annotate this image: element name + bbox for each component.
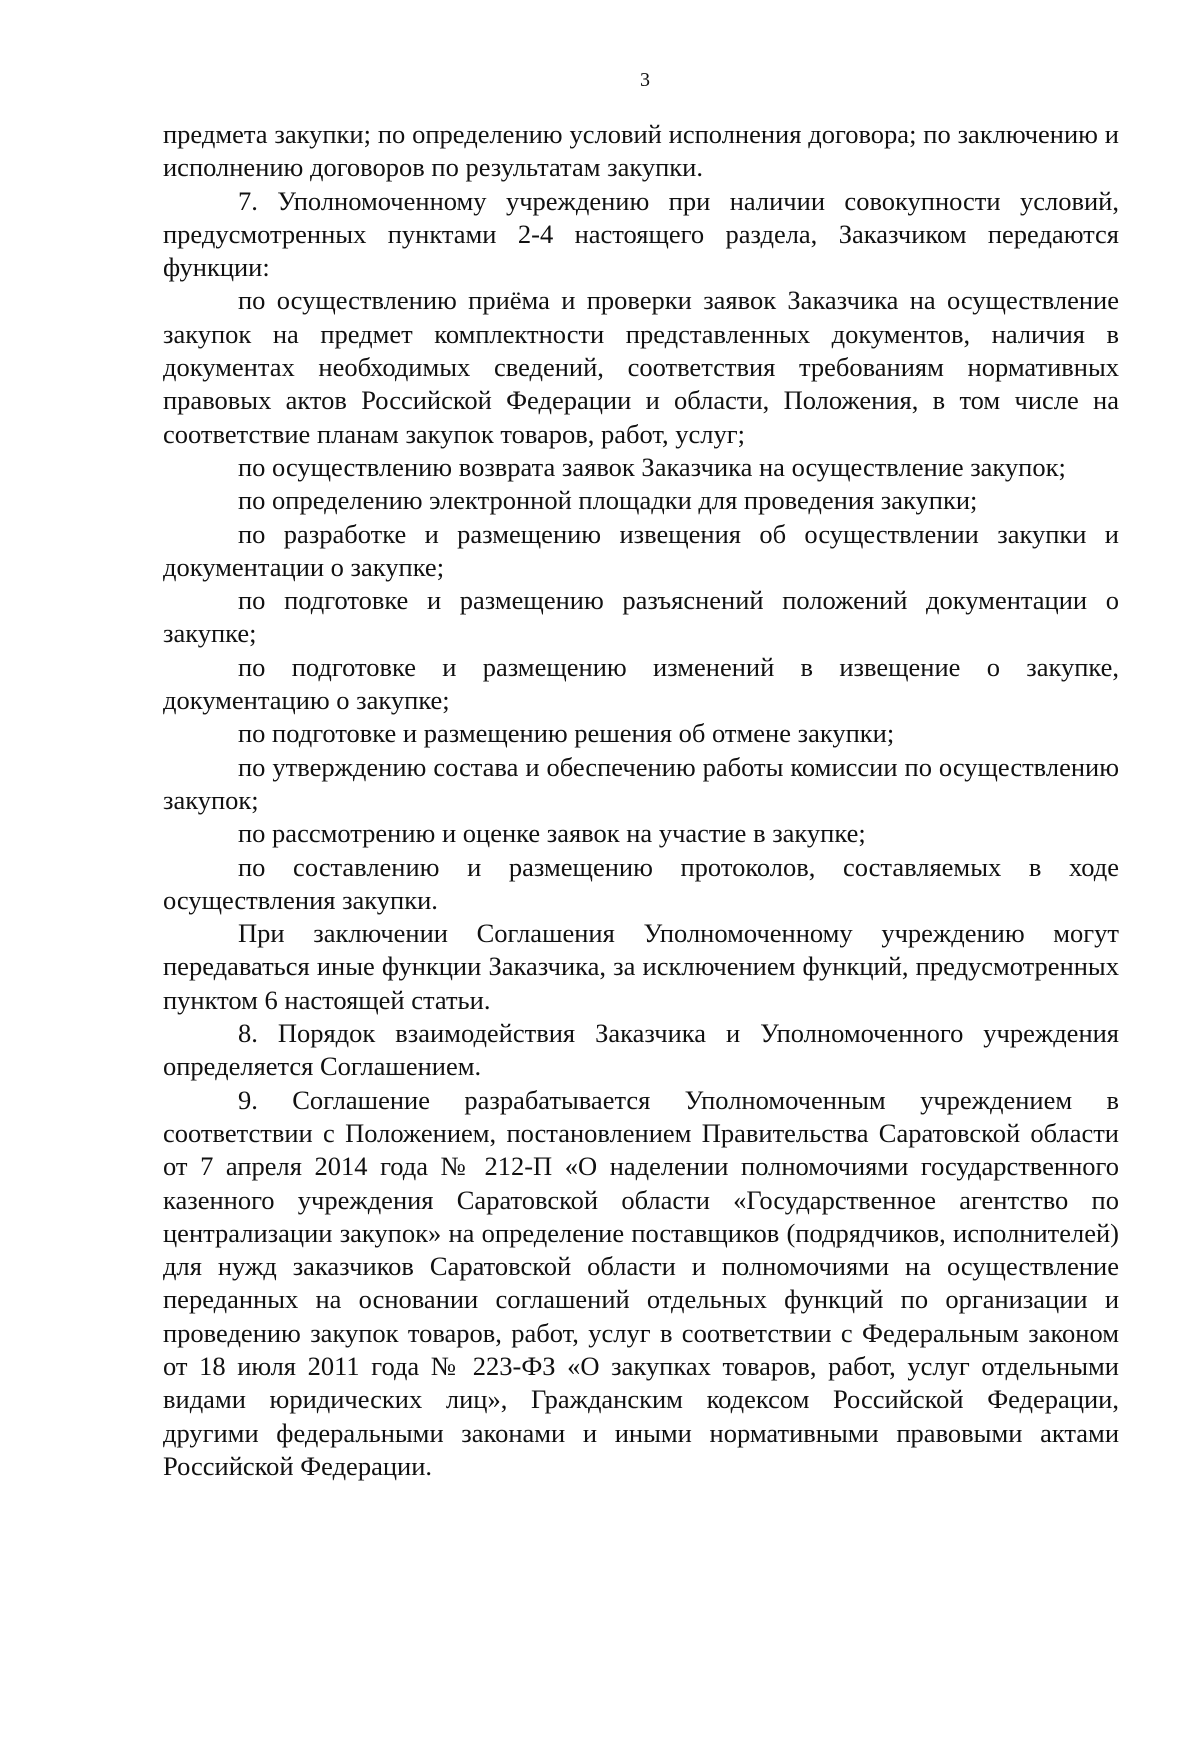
paragraph: предмета закупки; по определению условий исполнения договора; по заключению и исполнению договоров по результатам закупки.: [163, 119, 1119, 183]
paragraph: по рассмотрению и оценке заявок на участие в закупке;: [238, 818, 866, 849]
paragraph: 7. Уполномоченному учреждению при наличии совокупности условий, предусмотренных пунктами 2-4 настоящего раздела, Заказчиком передаются функции:: [163, 185, 1119, 283]
page-number: 3: [640, 69, 650, 91]
paragraph: по подготовке и размещению разъяснений положений документации о закупке;: [163, 585, 1119, 649]
paragraph: по составлению и размещению протоколов, составляемых в ходе осуществления закупки.: [163, 851, 1119, 915]
paragraph: При заключении Соглашения Уполномоченному учреждению могут передаваться иные функции Заказчика, за исключением функций, предусмотренных пунктом 6 настоящей статьи.: [163, 918, 1119, 1015]
paragraph: по осуществлению возврата заявок Заказчика на осуществление закупок;: [238, 451, 1066, 482]
paragraph: по осуществлению приёма и проверки заявок Заказчика на осуществление закупок на предмет комплектности представленных документов, наличия в документах необходимых сведений, соответствия требованиям нормативных правовых актов Российской Федерации и области, Положения, в том числе на соответствие планам закупок товаров, работ, услуг;: [163, 285, 1119, 449]
paragraph: по утверждению состава и обеспечению работы комиссии по осуществлению закупок;: [163, 751, 1119, 815]
paragraph: по определению электронной площадки для проведения закупки;: [238, 485, 978, 516]
paragraph: 8. Порядок взаимодействия Заказчика и Уполномоченного учреждения определяется Соглашением.: [163, 1018, 1119, 1082]
document-body: [163, 118, 1119, 1483]
paragraph: 9. Соглашение разрабатывается Уполномоченным учреждением в соответствии с Положением, постановлением Правительства Саратовской области от 7 апреля 2014 года № 212-П «О наделении полномочиями государственного казенного учреждения Саратовской области «Государственное агентство по централизации закупок» на определение поставщиков (подрядчиков, исполнителей) для нужд заказчиков Саратовской области и полномочиями на осуществление переданных на основании соглашений отдельных функций по организации и проведению закупок товаров, работ, услуг в соответствии с Федеральным законом от 18 июля 2011 года № 223-ФЗ «О закупках товаров, работ, услуг отдельными видами юридических лиц», Гражданским кодексом Российской Федерации, другими федеральными законами и иными нормативными правовыми актами Российской Федерации.: [163, 1084, 1119, 1481]
paragraph: по подготовке и размещению решения об отмене закупки;: [238, 718, 895, 749]
paragraph: по подготовке и размещению изменений в извещение о закупке, документацию о закупке;: [163, 651, 1119, 716]
paragraph: по разработке и размещению извещения об осуществлении закупки и документации о закупке;: [163, 518, 1119, 582]
